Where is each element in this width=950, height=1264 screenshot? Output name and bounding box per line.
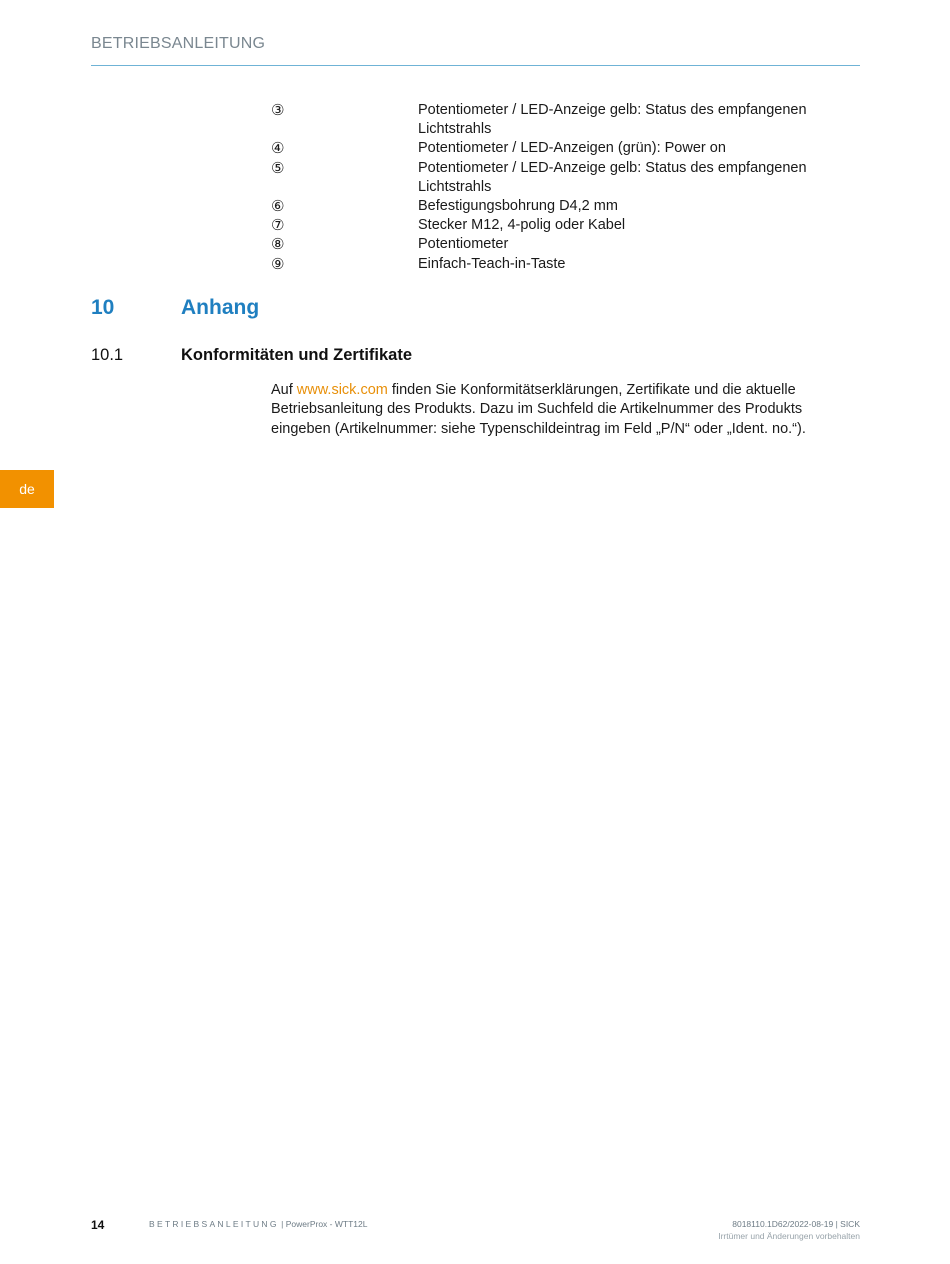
conformity-paragraph [271,381,846,439]
legend-item-text: Befestigungsbohrung D4,2 mm [418,198,618,215]
legend-item [271,255,831,274]
legend-item-number: ③ [271,101,285,119]
legend-item-text: Potentiometer / LED-Anzeige gelb: Status des empfangenen Lichtstrahls [418,102,807,138]
section-heading [91,296,260,320]
sick-website-link[interactable]: www.sick.com [296,382,388,398]
legend-item-number: ⑤ [271,158,285,177]
legend-item-number: ④ [271,139,285,158]
footer-doc-type: BETRIEBSANLEITUNG [149,1219,279,1229]
footer-product: | PowerProx - WTT12L [281,1219,368,1229]
footer-document-title [149,1219,367,1229]
paragraph-intro: Auf [271,382,297,398]
footer-reference [718,1218,860,1242]
running-header-title: BETRIEBSANLEITUNG [91,35,266,52]
subsection-heading [91,346,413,365]
legend-item-text: Potentiometer [418,236,509,253]
footer-doc-ref: 8018110.1D62/2022-08-19 | SICK [732,1219,860,1229]
legend-item [271,235,831,254]
legend-item-text: Stecker M12, 4-polig oder Kabel [418,217,626,234]
legend-item [271,101,831,139]
section-title: Anhang [181,296,260,319]
paragraph-body: finden Sie Konformitätserklärungen, Zertifikate und die aktuelle Betriebsanleitung des Produkts. Dazu im Suchfeld die Artikelnummer des Produkts eingeben (Artikelnummer: siehe Typenschildeintrag im Feld „P/N“ oder „Ident. no.“). [271,382,806,437]
section-number: 10 [91,296,115,319]
legend-item-number: ⑨ [271,254,285,273]
header-divider [91,65,860,66]
legend-item [271,139,831,158]
subsection-title: Konformitäten und Zertifikate [181,346,413,364]
legend-item-number: ⑧ [271,235,285,254]
legend-item-text: Einfach-Teach-in-Taste [418,255,566,272]
legend-item-text: Potentiometer / LED-Anzeige gelb: Status des empfangenen Lichtstrahls [418,159,807,195]
subsection-number: 10.1 [91,346,124,364]
language-tab-label: de [19,481,35,497]
footer-disclaimer: Irrtümer und Änderungen vorbehalten [718,1231,860,1241]
page-number: 14 [91,1218,105,1232]
legend-item [271,197,831,216]
legend-item-number: ⑥ [271,197,285,216]
legend-item [271,159,831,197]
figure-legend-list [271,101,831,274]
legend-item [271,216,831,235]
language-tab [0,470,54,508]
legend-item-number: ⑦ [271,216,285,235]
legend-item-text: Potentiometer / LED-Anzeigen (grün): Power on [418,140,726,157]
